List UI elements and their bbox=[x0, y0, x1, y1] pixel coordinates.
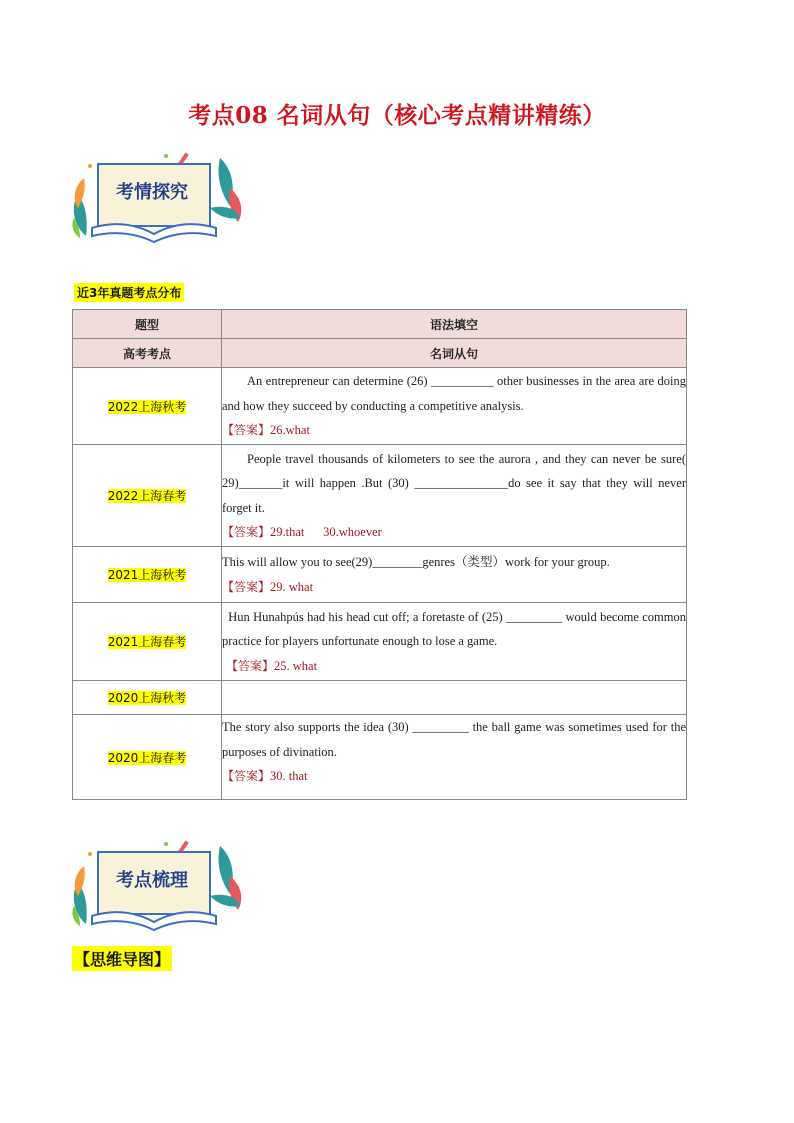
content-cell bbox=[222, 603, 687, 681]
answer-line: 【答案】25. what bbox=[226, 658, 318, 673]
header-cell-type-value: 语法填空 bbox=[222, 310, 687, 339]
table-header-row bbox=[73, 310, 687, 339]
exam-cell: 2022上海秋考 bbox=[73, 368, 222, 445]
section-badge-key-points bbox=[70, 836, 245, 936]
header-cell-type: 题型 bbox=[73, 310, 222, 339]
answer-line: 【答案】30. that bbox=[222, 769, 308, 783]
content-cell bbox=[222, 715, 687, 800]
exam-cell: 2020上海秋考 bbox=[73, 681, 222, 715]
header-cell-point: 高考考点 bbox=[73, 339, 222, 368]
table-row bbox=[73, 445, 687, 547]
answer-line: 【答案】29.that 30.whoever bbox=[222, 525, 382, 539]
question-text: Hun Hunahpús had his head cut off; a foretaste of (25) _________ would become common practice for players unfortunate enough to lose a game. bbox=[222, 609, 686, 649]
exam-cell: 2022上海春考 bbox=[73, 445, 222, 547]
table-caption: 近3年真题考点分布 bbox=[74, 283, 184, 302]
badge-label: 考点梳理 bbox=[116, 870, 188, 891]
badge-label: 考情探究 bbox=[116, 182, 188, 203]
header-cell-point-value: 名词从句 bbox=[222, 339, 687, 368]
content-cell bbox=[222, 547, 687, 603]
content-cell bbox=[222, 445, 687, 547]
table-row bbox=[73, 603, 687, 681]
section-badge-exam-analysis bbox=[70, 148, 245, 248]
exam-cell: 2021上海春考 bbox=[73, 603, 222, 681]
question-text: People travel thousands of kilometers to see the aurora , and they can never be sure( 29)_______it will happen .But (30) _______________do see it say that they will never forget it. bbox=[222, 451, 686, 515]
table-row bbox=[73, 681, 687, 715]
mindmap-heading: 【思维导图】 bbox=[72, 946, 172, 971]
exam-distribution-table bbox=[72, 309, 687, 800]
answer-line: 【答案】29. what bbox=[222, 579, 314, 594]
table-header-row bbox=[73, 339, 687, 368]
content-cell bbox=[222, 368, 687, 445]
table-row bbox=[73, 368, 687, 445]
exam-cell: 2021上海秋考 bbox=[73, 547, 222, 603]
content-cell bbox=[222, 681, 687, 715]
table-row bbox=[73, 715, 687, 800]
question-text: This will allow you to see(29)________genres（类型）work for your group. bbox=[222, 555, 610, 569]
table-row bbox=[73, 547, 687, 603]
question-text: An entrepreneur can determine (26) __________ other businesses in the area are doing and how they succeed by conducting a competitive analysis. bbox=[222, 374, 686, 413]
exam-cell: 2020上海春考 bbox=[73, 715, 222, 800]
answer-line: 【答案】26.what bbox=[222, 423, 310, 438]
page-title: 考点08 名词从句（核心考点精讲精练） bbox=[188, 102, 606, 129]
question-text: The story also supports the idea (30) _________ the ball game was sometimes used for the purposes of divination. bbox=[222, 720, 686, 759]
